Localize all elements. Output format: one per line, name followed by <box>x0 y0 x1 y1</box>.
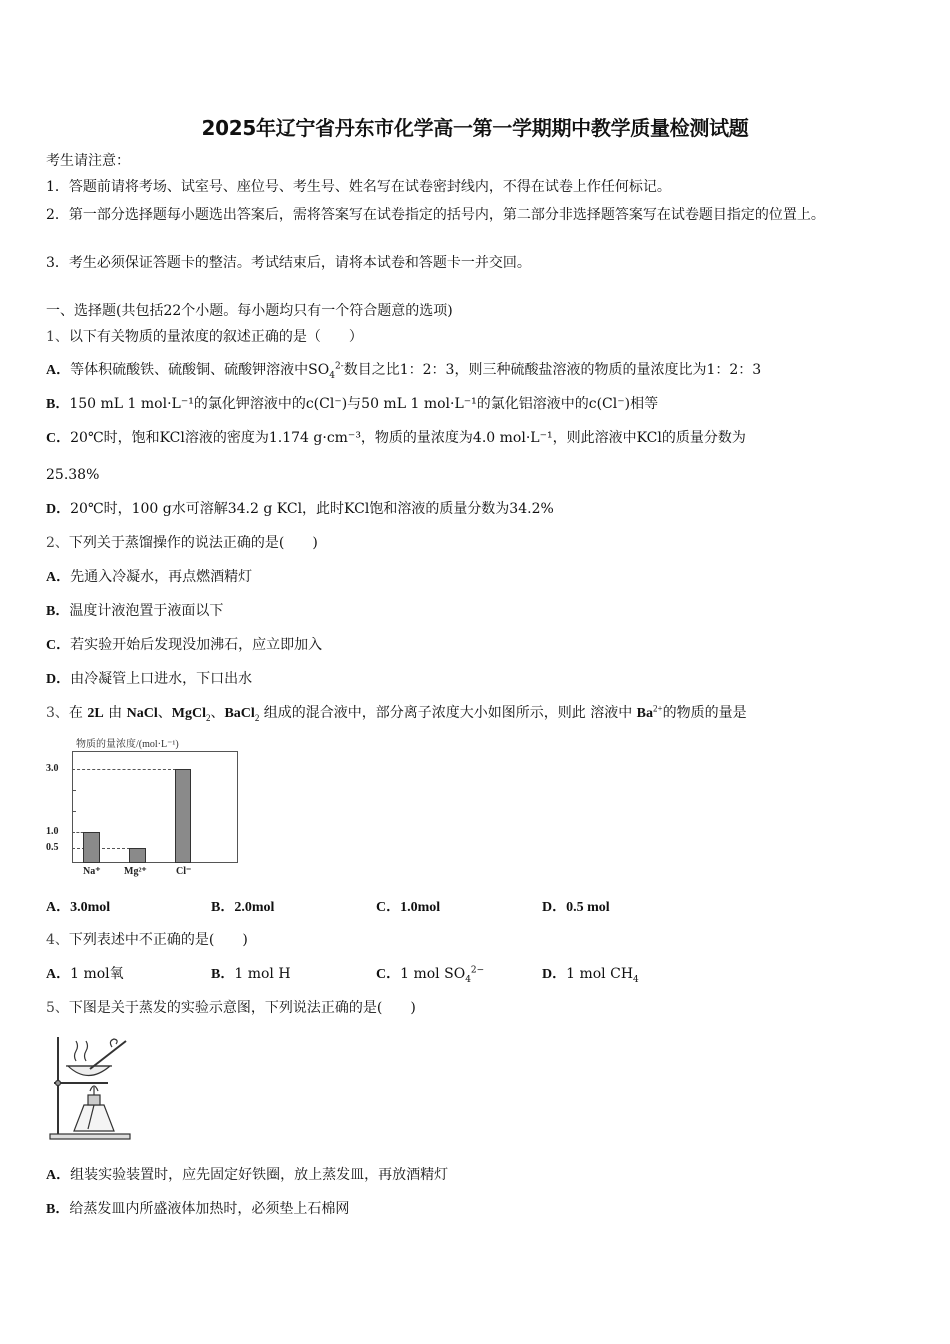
option-label: C． <box>376 967 401 982</box>
option-text: 2.0mol <box>234 900 275 915</box>
question-stem: 下列关于蒸馏操作的说法正确的是( ) <box>68 535 318 551</box>
q5-option-b <box>46 1200 349 1219</box>
q4-option-b <box>211 965 291 984</box>
x-label-mg: Mg²⁺ <box>124 866 147 877</box>
q3-option-c <box>376 898 440 917</box>
ref-line-0-5 <box>72 848 130 849</box>
y-tick-3: 3.0 <box>46 763 59 774</box>
q2-option-a <box>46 568 252 587</box>
superscript: 2− <box>470 965 485 976</box>
question-1 <box>46 328 363 346</box>
option-text: 给蒸发皿内所盛液体加热时，必须垫上石棉网 <box>69 1201 350 1217</box>
q4-options <box>46 965 906 985</box>
stem-volume: 2L <box>87 706 104 721</box>
question-number: 5、 <box>46 1000 69 1016</box>
question-4 <box>46 931 248 949</box>
notice-item-3: 3．考生必须保证答题卡的整洁。考试结束后，请将本试卷和答题卡一并交回。 <box>46 255 531 271</box>
question-number: 1、 <box>46 329 69 345</box>
ion-concentration-chart <box>46 735 246 880</box>
formula-bacl2: BaCl <box>224 706 255 721</box>
y-tick-0-5: 0.5 <box>46 842 59 853</box>
subscript: 4 <box>465 974 471 985</box>
section-heading: 一、选择题(共包括22个小题。每小题均只有一个符合题意的选项) <box>46 303 453 319</box>
option-label: A． <box>46 570 71 585</box>
question-5 <box>46 999 416 1017</box>
option-text: 1 mol SO <box>400 966 466 982</box>
q4-option-a <box>46 965 124 984</box>
question-stem: 下图是关于蒸发的实验示意图，下列说法正确的是( ) <box>68 1000 416 1016</box>
option-label: B． <box>46 397 70 412</box>
subscript: 4 <box>633 974 639 985</box>
q5-option-a <box>46 1166 448 1185</box>
subscript: 2 <box>205 712 211 723</box>
option-text: 由冷凝管上口进水，下口出水 <box>70 671 253 687</box>
option-text: 3.0mol <box>70 900 111 915</box>
y-minor-tick <box>72 811 76 812</box>
option-label: A． <box>46 967 71 982</box>
option-text: 0.5 mol <box>566 900 610 915</box>
question-number: 3、 <box>46 705 69 721</box>
page-title: 2025年辽宁省丹东市化学高一第一学期期中教学质量检测试题 <box>201 116 749 140</box>
stem-sep: 、 <box>210 705 225 721</box>
option-label: B． <box>211 967 235 982</box>
q3-options <box>46 898 906 918</box>
question-stem: 下列表述中不正确的是( ) <box>68 932 248 948</box>
ref-line-3 <box>72 769 176 770</box>
bar-na <box>83 832 100 863</box>
q4-option-d <box>542 965 639 984</box>
option-label: A． <box>46 900 71 915</box>
option-label: D． <box>46 672 71 687</box>
stem-text: 由 <box>108 705 123 721</box>
stem-text: 在 <box>68 705 83 721</box>
option-text: 20℃时，饱和KCl溶液的密度为1.174 g·cm⁻³，物质的量浓度为4.0 mol·L⁻¹，则此溶液中KCl的质量分数为 <box>70 430 746 446</box>
q2-option-c <box>46 636 322 655</box>
option-label: A． <box>46 363 71 378</box>
q3-option-b <box>211 898 274 917</box>
stem-sep: 、 <box>157 705 172 721</box>
superscript: 2+ <box>653 703 663 714</box>
formula-mgcl2: MgCl <box>171 706 206 721</box>
option-text: 20℃时，100 g水可溶解34.2 g KCl，此时KCl饱和溶液的质量分数为34.2% <box>70 501 554 517</box>
q3-option-d <box>542 898 610 917</box>
question-number: 2、 <box>46 535 69 551</box>
y-tick-1: 1.0 <box>46 826 59 837</box>
formula-nacl: NaCl <box>126 706 158 721</box>
q4-option-c <box>376 965 484 984</box>
q1-option-c-cont: 25.38% <box>46 467 100 483</box>
q1-option-c <box>46 429 746 448</box>
q2-option-b <box>46 602 223 621</box>
y-minor-tick <box>72 790 76 791</box>
option-label: D． <box>542 900 567 915</box>
option-text: 若实验开始后发现没加沸石，应立即加入 <box>70 637 323 653</box>
option-text: 1 mol CH <box>566 966 634 982</box>
q2-option-d <box>46 670 252 689</box>
q1-option-a <box>46 361 761 380</box>
option-text: 1.0mol <box>400 900 441 915</box>
option-label: B． <box>46 604 70 619</box>
question-2 <box>46 534 318 552</box>
question-number: 4、 <box>46 932 69 948</box>
option-label: A． <box>46 1168 71 1183</box>
evaporation-apparatus-icon <box>48 1033 138 1143</box>
option-text: 1 mol H <box>234 966 291 982</box>
stem-text: 组成的混合液中，部分离子浓度大小如图所示，则此 溶液中 <box>263 705 633 721</box>
chart-title: 物质的量浓度/(mol·L⁻¹) <box>76 739 179 750</box>
superscript: 2- <box>334 361 344 372</box>
subscript: 4 <box>329 370 335 381</box>
subscript: 2 <box>254 712 260 723</box>
option-text: 1 mol氧 <box>70 966 124 982</box>
notice-item-2: 2．第一部分选择题每小题选出答案后，需将答案写在试卷指定的括号内，第二部分非选择题答案写在试卷题目指定的位置上。 <box>46 207 825 223</box>
option-text: 先通入冷凝水，再点燃酒精灯 <box>70 569 253 585</box>
option-label: C． <box>46 431 71 446</box>
option-label: B． <box>211 900 235 915</box>
option-text: 温度计液泡置于液面以下 <box>69 603 224 619</box>
bar-cl <box>175 769 191 863</box>
option-label: D． <box>542 967 567 982</box>
x-label-na: Na⁺ <box>83 866 101 877</box>
q1-option-b <box>46 395 658 414</box>
notice-heading: 考生请注意： <box>46 153 130 169</box>
question-3 <box>46 704 747 723</box>
option-text: 等体积硫酸铁、硫酸铜、硫酸钾溶液中SO <box>70 362 330 378</box>
option-label: C． <box>46 638 71 653</box>
bar-mg <box>129 848 146 863</box>
option-text: 组装实验装置时，应先固定好铁圈，放上蒸发皿，再放酒精灯 <box>70 1167 449 1183</box>
q1-option-d <box>46 500 554 519</box>
x-label-cl: Cl⁻ <box>176 866 192 877</box>
ion-ba: Ba <box>636 706 654 721</box>
notice-item-1: 1．答题前请将考场、试室号、座位号、考生号、姓名写在试卷密封线内，不得在试卷上作任何标记。 <box>46 179 671 195</box>
option-text: 150 mL 1 mol·L⁻¹的氯化钾溶液中的c(Cl⁻)与50 mL 1 mol·L⁻¹的氯化铝溶液中的c(Cl⁻)相等 <box>69 396 659 412</box>
option-label: C． <box>376 900 401 915</box>
q3-option-a <box>46 898 110 917</box>
stem-text: 的物质的量是 <box>662 705 747 721</box>
option-text-cont: 数目之比1：2：3，则三种硫酸盐溶液的物质的量浓度比为1：2：3 <box>343 362 762 378</box>
option-label: B． <box>46 1202 70 1217</box>
question-stem: 以下有关物质的量浓度的叙述正确的是（ ） <box>68 329 363 345</box>
option-label: D． <box>46 502 71 517</box>
